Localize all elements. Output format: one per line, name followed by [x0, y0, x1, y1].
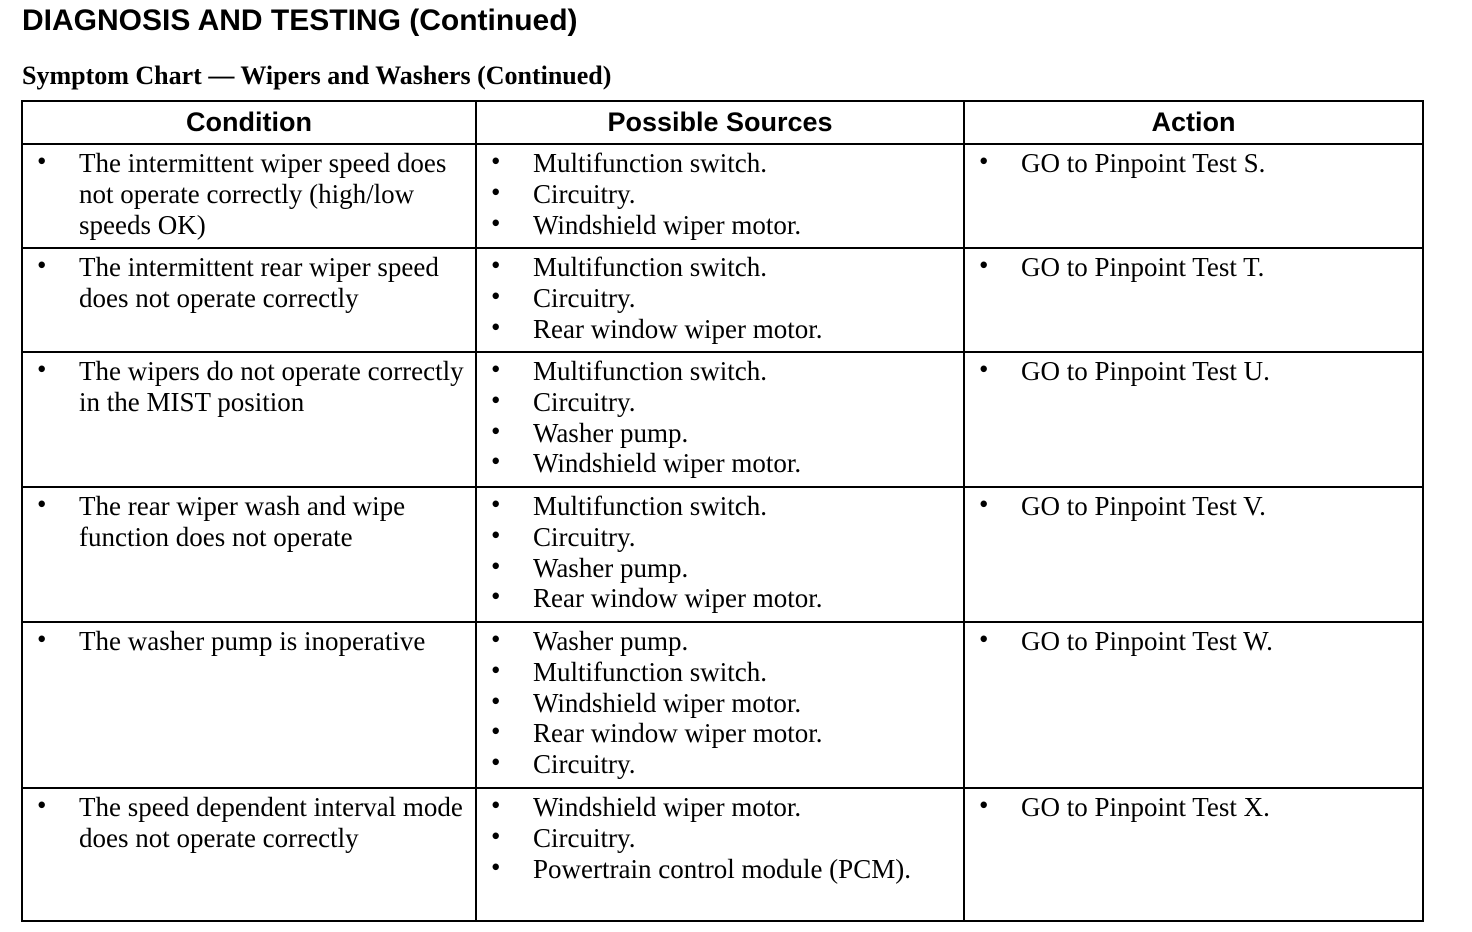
condition-text: The intermittent wiper speed does not operate correctly (high/low speeds OK): [79, 148, 447, 240]
condition-text: The rear wiper wash and wipe function does not operate: [79, 491, 406, 552]
bullet-icon: •: [491, 747, 501, 778]
action-text: GO to Pinpoint Test T.: [1021, 252, 1265, 282]
bullet-icon: •: [491, 624, 501, 654]
action-text: GO to Pinpoint Test X.: [1021, 792, 1270, 822]
bullet-icon: •: [491, 654, 501, 685]
source-text: Windshield wiper motor.: [533, 792, 802, 822]
source-text: Windshield wiper motor.: [533, 209, 802, 240]
list-item: [973, 792, 1414, 823]
source-text: Powertrain control module (PCM).: [533, 853, 911, 884]
bullet-icon: •: [491, 250, 501, 280]
table-row: [22, 248, 1423, 352]
list-item: [485, 550, 955, 584]
source-text: Windshield wiper motor.: [533, 687, 802, 718]
bullet-icon: •: [979, 354, 989, 384]
condition-cell: [22, 622, 476, 788]
bullet-icon: •: [37, 489, 47, 519]
action-text: GO to Pinpoint Test V.: [1021, 491, 1266, 521]
possible-sources-cell: [476, 144, 964, 248]
list-item: [31, 148, 467, 240]
bullet-icon: •: [979, 489, 989, 519]
column-header-condition: Condition: [22, 101, 476, 144]
table-header-row: [22, 101, 1423, 144]
possible-sources-cell: [476, 788, 964, 921]
action-text: GO to Pinpoint Test S.: [1021, 148, 1266, 178]
list-item: [485, 718, 955, 749]
source-text: Washer pump.: [533, 552, 689, 583]
list-item: [973, 626, 1414, 657]
list-item: [485, 491, 955, 522]
bullet-icon: •: [491, 851, 501, 882]
source-text: Circuitry.: [533, 178, 636, 209]
bullet-icon: •: [979, 624, 989, 654]
bullet-icon: •: [979, 146, 989, 176]
table-row: [22, 144, 1423, 248]
source-text: Multifunction switch.: [533, 356, 767, 386]
bullet-icon: •: [491, 311, 501, 342]
column-header-possible-sources: Possible Sources: [476, 101, 964, 144]
bullet-icon: •: [37, 790, 47, 820]
list-item: [31, 792, 467, 854]
condition-cell: [22, 788, 476, 921]
column-header-action: Action: [964, 101, 1423, 144]
bullet-icon: •: [491, 820, 501, 851]
list-item: [485, 356, 955, 387]
possible-sources-cell: [476, 248, 964, 352]
list-item: [485, 415, 955, 449]
list-item: [485, 519, 955, 553]
action-cell: [964, 248, 1423, 352]
action-cell: [964, 144, 1423, 248]
bullet-icon: •: [491, 280, 501, 311]
list-item: [485, 851, 955, 885]
bullet-icon: •: [491, 581, 501, 612]
bullet-icon: •: [979, 790, 989, 820]
list-item: [31, 491, 467, 553]
bullet-icon: •: [491, 790, 501, 820]
list-item: [485, 685, 955, 719]
bullet-icon: •: [491, 176, 501, 207]
symptom-chart-title: Symptom Chart — Wipers and Washers (Continued): [22, 61, 612, 90]
source-text: Circuitry.: [533, 822, 636, 853]
list-item: [973, 491, 1414, 522]
bullet-icon: •: [37, 354, 47, 384]
condition-text: The intermittent rear wiper speed does not operate correctly: [79, 252, 439, 313]
condition-text: The wipers do not operate correctly in the MIST position: [79, 356, 464, 417]
list-item: [973, 252, 1414, 283]
list-item: [31, 626, 467, 657]
bullet-icon: •: [491, 207, 501, 238]
list-item: [485, 252, 955, 283]
action-cell: [964, 352, 1423, 487]
bullet-icon: •: [979, 250, 989, 280]
source-text: Circuitry.: [533, 386, 636, 417]
bullet-icon: •: [491, 446, 501, 477]
list-item: [485, 820, 955, 854]
table-row: [22, 622, 1423, 788]
symptom-chart-table: [21, 100, 1424, 922]
source-text: Rear window wiper motor.: [533, 583, 823, 614]
list-item: [485, 792, 955, 823]
condition-cell: [22, 144, 476, 248]
page-title: DIAGNOSIS AND TESTING (Continued): [22, 4, 578, 37]
list-item: [485, 311, 955, 345]
condition-text: The speed dependent interval mode does not operate correctly: [79, 792, 463, 853]
list-item: [973, 148, 1414, 179]
action-cell: [964, 622, 1423, 788]
action-cell: [964, 788, 1423, 921]
list-item: [485, 626, 955, 657]
list-item: [973, 356, 1414, 387]
list-item: [485, 583, 955, 614]
source-text: Multifunction switch.: [533, 252, 767, 282]
list-item: [485, 749, 955, 780]
condition-cell: [22, 352, 476, 487]
list-item: [485, 448, 955, 479]
list-item: [485, 148, 955, 179]
bullet-icon: •: [491, 489, 501, 519]
source-text: Rear window wiper motor.: [533, 718, 823, 749]
bullet-icon: •: [491, 146, 501, 176]
source-text: Washer pump.: [533, 417, 689, 448]
table-row: [22, 788, 1423, 921]
table-row: [22, 352, 1423, 487]
list-item: [485, 207, 955, 241]
action-cell: [964, 487, 1423, 622]
condition-text: The washer pump is inoperative: [79, 626, 426, 656]
bullet-icon: •: [491, 519, 501, 550]
list-item: [485, 654, 955, 688]
list-item: [485, 280, 955, 314]
bullet-icon: •: [491, 685, 501, 716]
source-text: Washer pump.: [533, 626, 689, 656]
action-text: GO to Pinpoint Test U.: [1021, 356, 1270, 386]
list-item: [31, 252, 467, 314]
action-text: GO to Pinpoint Test W.: [1021, 626, 1273, 656]
source-text: Multifunction switch.: [533, 656, 767, 687]
list-item: [485, 384, 955, 418]
list-item: [485, 176, 955, 210]
condition-cell: [22, 487, 476, 622]
bullet-icon: •: [491, 415, 501, 446]
list-item: [31, 356, 467, 418]
bullet-icon: •: [491, 354, 501, 384]
bullet-icon: •: [491, 550, 501, 581]
source-text: Multifunction switch.: [533, 148, 767, 178]
source-text: Circuitry.: [533, 282, 636, 313]
bullet-icon: •: [37, 250, 47, 280]
bullet-icon: •: [37, 146, 47, 176]
possible-sources-cell: [476, 352, 964, 487]
source-text: Circuitry.: [533, 521, 636, 552]
source-text: Circuitry.: [533, 749, 636, 780]
bullet-icon: •: [37, 624, 47, 654]
table-row: [22, 487, 1423, 622]
source-text: Windshield wiper motor.: [533, 448, 802, 479]
condition-cell: [22, 248, 476, 352]
possible-sources-cell: [476, 487, 964, 622]
possible-sources-cell: [476, 622, 964, 788]
bullet-icon: •: [491, 716, 501, 747]
bullet-icon: •: [491, 384, 501, 415]
source-text: Multifunction switch.: [533, 491, 767, 521]
source-text: Rear window wiper motor.: [533, 313, 823, 344]
